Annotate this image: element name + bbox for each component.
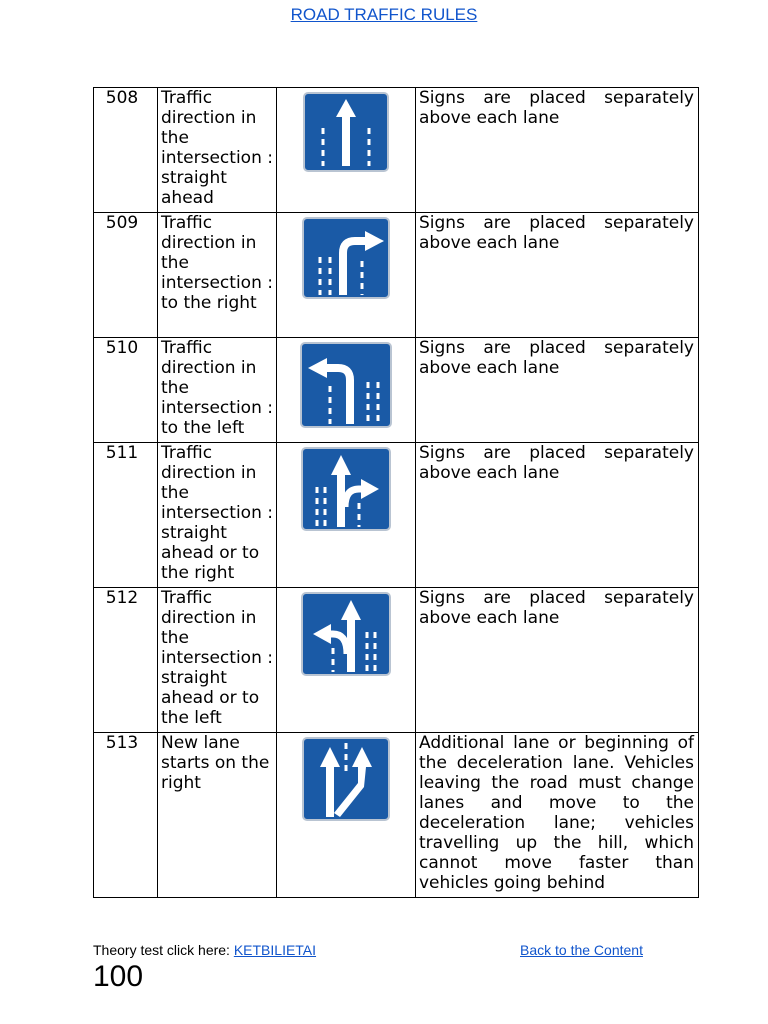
sign-description: Signs are placed separately above each lane	[416, 588, 699, 733]
table-row	[94, 443, 699, 588]
sign-description: Signs are placed separately above each lane	[416, 338, 699, 443]
sign-image-cell	[277, 88, 416, 213]
sign-number: 508	[94, 88, 158, 213]
page-number: 100	[93, 960, 144, 993]
sign-name: Traffic direction in the intersection : straight ahead or to the left	[158, 588, 277, 733]
sign-number: 510	[94, 338, 158, 443]
straight-or-left-lane-sign-icon	[301, 592, 391, 676]
table-row	[94, 213, 699, 338]
sign-image-cell	[277, 213, 416, 338]
sign-name: Traffic direction in the intersection : straight ahead or to the right	[158, 443, 277, 588]
new-lane-right-sign-icon	[302, 737, 390, 821]
straight-or-right-lane-sign-icon	[301, 447, 391, 531]
sign-number: 509	[94, 213, 158, 338]
sign-name: Traffic direction in the intersection : to the right	[158, 213, 277, 338]
sign-name: Traffic direction in the intersection : straight ahead	[158, 88, 277, 213]
theory-test-label: Theory test click here:	[93, 942, 230, 958]
sign-description: Additional lane or beginning of the deceleration lane. Vehicles leaving the road must change lanes and move to the deceleration lane; vehicles travelling up the hill, which cannot move faster than vehicles going behind	[416, 733, 699, 898]
sign-number: 513	[94, 733, 158, 898]
sign-number: 512	[94, 588, 158, 733]
table-row	[94, 588, 699, 733]
sign-name: Traffic direction in the intersection : to the left	[158, 338, 277, 443]
sign-image-cell	[277, 338, 416, 443]
sign-image-cell	[277, 588, 416, 733]
right-turn-lane-sign-icon	[302, 217, 390, 299]
sign-description: Signs are placed separately above each lane	[416, 88, 699, 213]
table-row	[94, 88, 699, 213]
straight-ahead-lane-sign-icon	[303, 92, 389, 172]
ketbilietai-link[interactable]: KETBILIETAI	[233, 942, 317, 958]
sign-name: New lane starts on the right	[158, 733, 277, 898]
table-row	[94, 733, 699, 898]
page-title-link[interactable]: ROAD TRAFFIC RULES	[290, 5, 478, 24]
back-to-content-link[interactable]: Back to the Content	[520, 942, 643, 958]
signs-table	[93, 87, 699, 898]
sign-description: Signs are placed separately above each lane	[416, 213, 699, 338]
sign-number: 511	[94, 443, 158, 588]
sign-description: Signs are placed separately above each lane	[416, 443, 699, 588]
theory-test-footer	[93, 942, 316, 958]
left-turn-lane-sign-icon	[300, 342, 392, 428]
table-row	[94, 338, 699, 443]
sign-image-cell	[277, 443, 416, 588]
sign-image-cell	[277, 733, 416, 898]
